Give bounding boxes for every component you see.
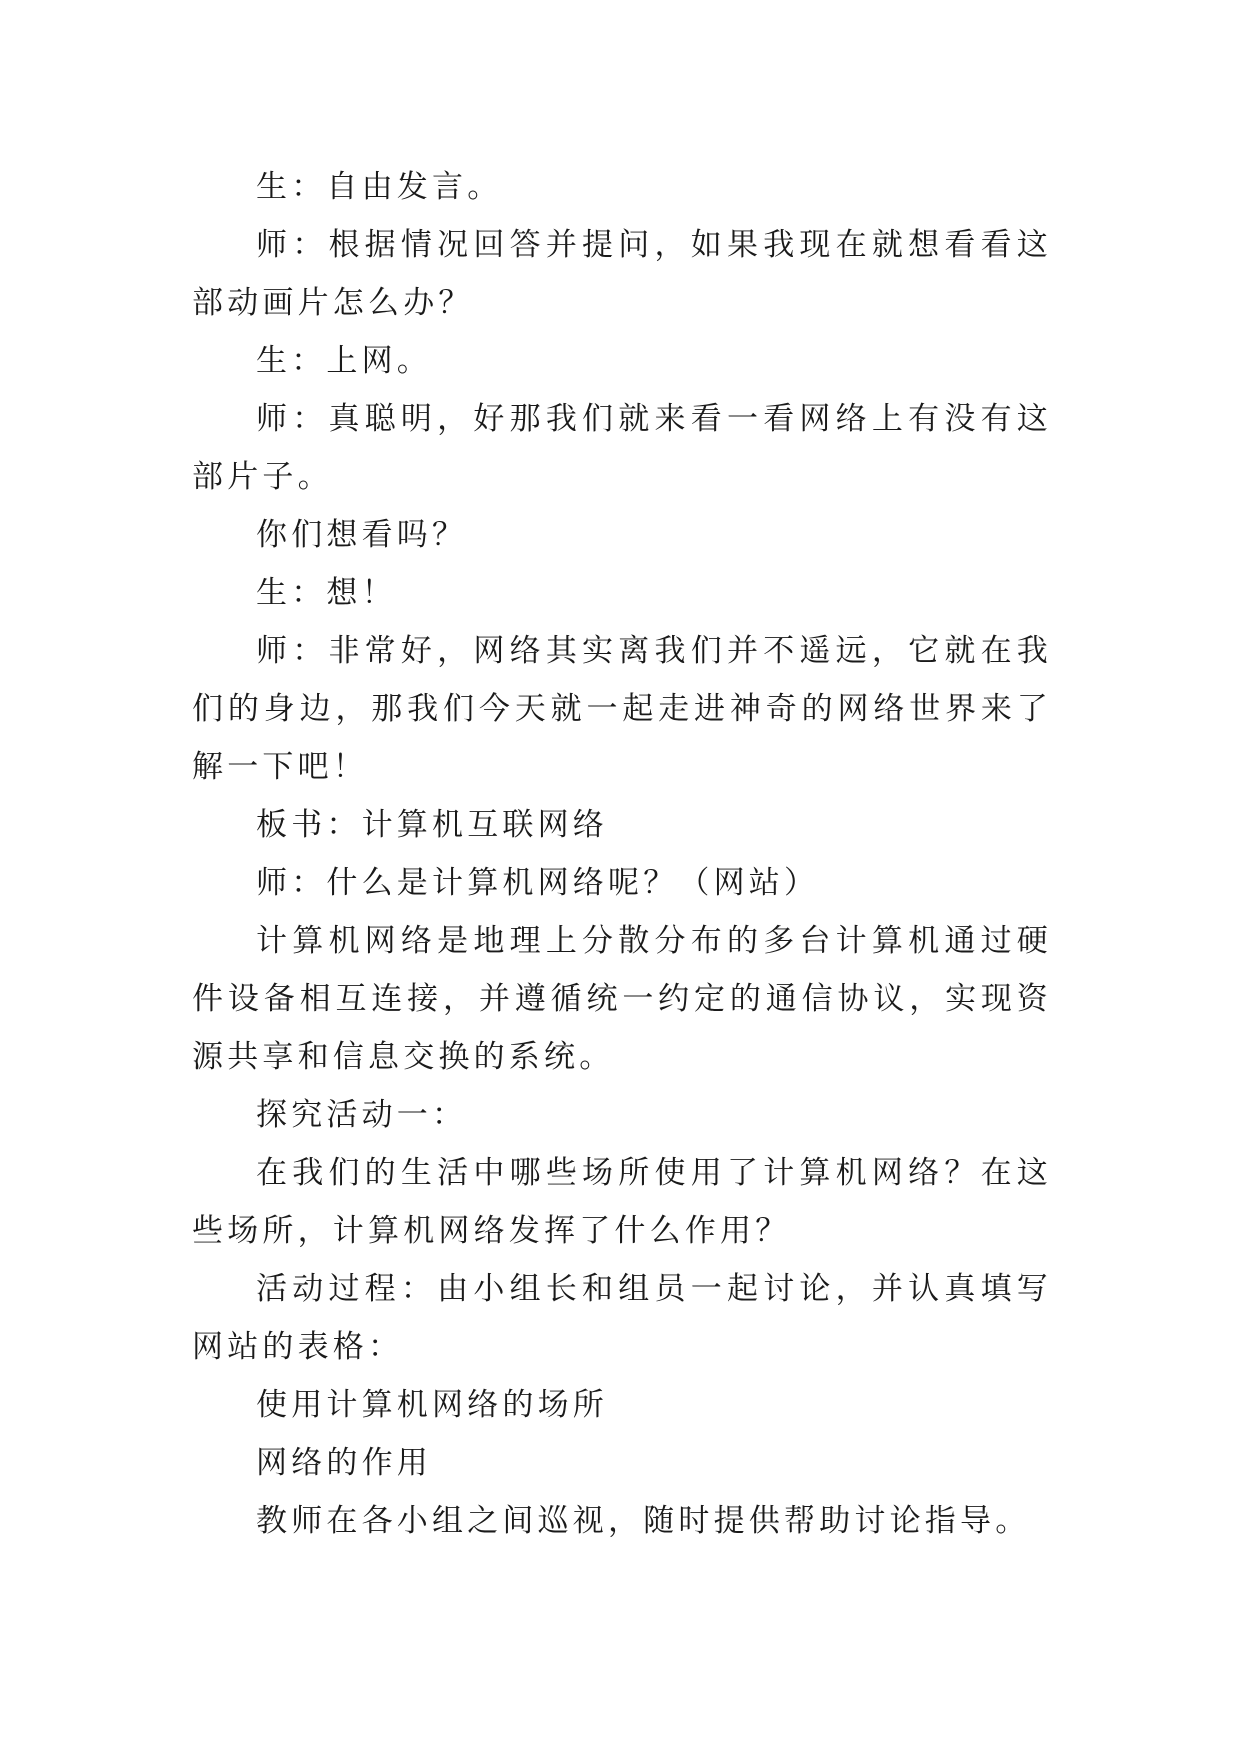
paragraph: 教师在各小组之间巡视，随时提供帮助讨论指导。: [256, 1503, 1031, 1539]
paragraph: 师：真聪明，好那我们就来看一看网络上有没有这部片子。: [192, 401, 1052, 495]
paragraph: 在我们的生活中哪些场所使用了计算机网络？在这些场所，计算机网络发挥了什么作用？: [192, 1155, 1052, 1249]
paragraph: 活动过程：由小组长和组员一起讨论，并认真填写网站的表格：: [192, 1271, 1052, 1365]
paragraph: 网络的作用: [256, 1445, 432, 1481]
paragraph: 使用计算机网络的场所: [256, 1387, 608, 1423]
paragraph: 生：自由发言。: [256, 169, 503, 205]
paragraph: 计算机网络是地理上分散分布的多台计算机通过硬件设备相互连接，并遵循统一约定的通信协议，实现资源共享和信息交换的系统。: [192, 923, 1052, 1075]
paragraph: 师：什么是计算机网络呢？（网站）: [256, 865, 820, 901]
document-body: [192, 158, 1052, 1550]
paragraph: 师：非常好，网络其实离我们并不遥远，它就在我们的身边，那我们今天就一起走进神奇的网络世界来了解一下吧！: [192, 633, 1052, 785]
paragraph: 你们想看吗？: [256, 517, 468, 553]
paragraph: 师：根据情况回答并提问，如果我现在就想看看这部动画片怎么办？: [192, 227, 1052, 321]
paragraph: 探究活动一：: [256, 1097, 468, 1133]
paragraph: 板书：计算机互联网络: [256, 807, 608, 843]
paragraph: 生：上网。: [256, 343, 432, 379]
paragraph: 生：想！: [256, 575, 397, 611]
